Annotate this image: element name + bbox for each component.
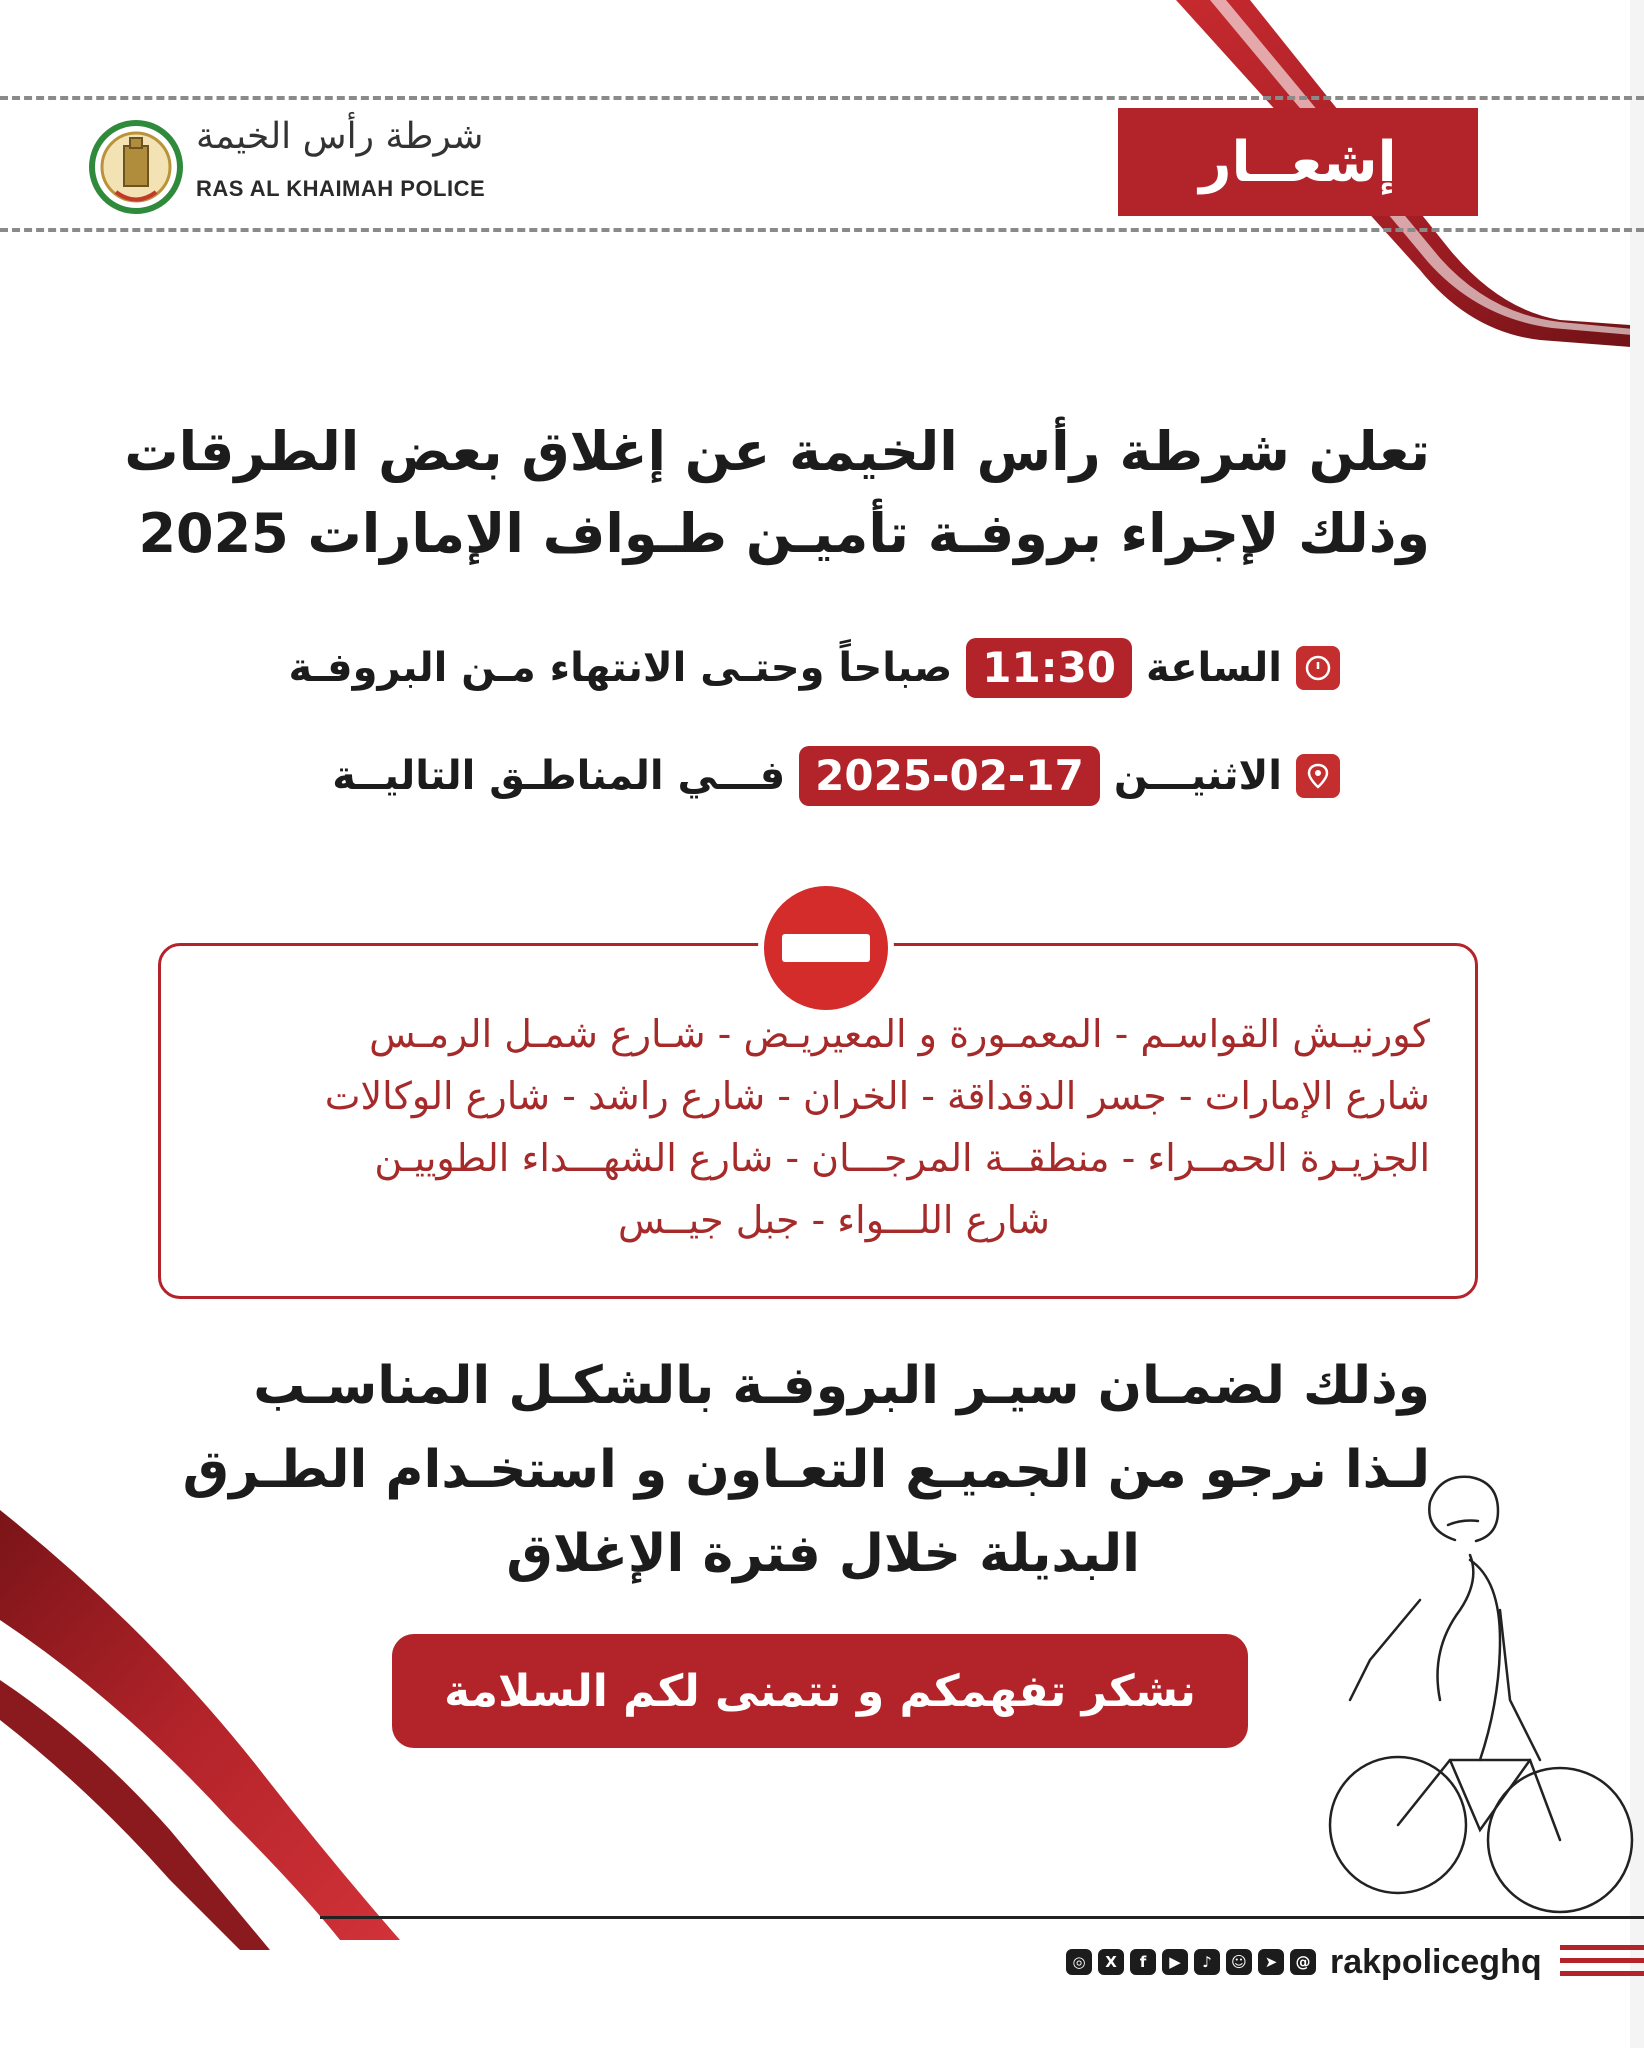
route-line-4: شارع اللـــواء - جبل جيــس: [617, 1198, 1050, 1242]
route-line-3: الجزيـرة الحمــراء - منطقــة المرجـــان - شارع الشهـــداء الطوييـن: [374, 1136, 1430, 1180]
logo-arabic-text: شرطة رأس الخيمة: [196, 116, 484, 157]
social-handle[interactable]: rakpoliceghq: [1330, 1942, 1542, 1981]
closing-line-3: البديلة خلال فترة الإغلاق: [506, 1524, 1140, 1584]
headline-line-1: تعلن شرطة رأس الخيمة عن إغلاق بعض الطرقات: [124, 420, 1430, 483]
footer-divider: [320, 1916, 1644, 1919]
date-description: فـــي المناطـق التاليــة: [332, 753, 786, 799]
thanks-banner: نشكر تفهمكم و نتمنى لكم السلامة: [392, 1634, 1248, 1748]
police-emblem-icon: [86, 112, 186, 222]
header-divider-top: [0, 96, 1644, 100]
header-divider-bottom: [0, 228, 1644, 232]
youtube-icon[interactable]: ▶: [1162, 1949, 1188, 1975]
time-description: صباحاً وحتـى الانتهاء مـن البروفـة: [288, 645, 953, 691]
footer-stripes: [1560, 1945, 1644, 1984]
route-line-2: شارع الإمارات - جسر الدقداقة - الخران - شارع راشد - شارع الوكالات: [324, 1074, 1430, 1118]
closing-line-2: لـذا نرجو من الجميـع التعـاون و استخـدام الطـرق: [182, 1440, 1430, 1500]
headline-line-2: وذلك لإجراء بروفـة تأميـن طـواف الإمارات 2025: [138, 502, 1430, 565]
x-icon[interactable]: X: [1098, 1949, 1124, 1975]
police-logo: [86, 112, 486, 222]
location-pin-icon: [1296, 754, 1340, 798]
date-label: الاثنيـــن: [1113, 753, 1282, 799]
social-links: [1066, 1942, 1542, 1982]
time-row: [290, 636, 1340, 700]
logo-english-text: RAS AL KHAIMAH POLICE: [196, 176, 486, 201]
date-row: [290, 744, 1340, 808]
telegram-icon[interactable]: ➤: [1258, 1949, 1284, 1975]
time-highlight: 11:30: [966, 638, 1132, 698]
instagram-icon[interactable]: ◎: [1066, 1949, 1092, 1975]
clock-icon: [1296, 646, 1340, 690]
tiktok-icon[interactable]: ♪: [1194, 1949, 1220, 1975]
time-label: الساعة: [1145, 645, 1282, 691]
no-entry-icon: [758, 880, 894, 1016]
closing-line-1: وذلك لضمـان سيـر البروفـة بالشكـل المناسـب: [253, 1356, 1430, 1416]
snapchat-icon[interactable]: ☺: [1226, 1949, 1252, 1975]
facebook-icon[interactable]: f: [1130, 1949, 1156, 1975]
threads-icon[interactable]: @: [1290, 1949, 1316, 1975]
route-line-1: كورنيـش القواسـم - المعمـورة و المعيريـض - شـارع شمـل الرمـس: [369, 1012, 1430, 1056]
date-highlight: 2025-02-17: [799, 746, 1100, 806]
notice-badge: إشعــار: [1118, 108, 1478, 216]
